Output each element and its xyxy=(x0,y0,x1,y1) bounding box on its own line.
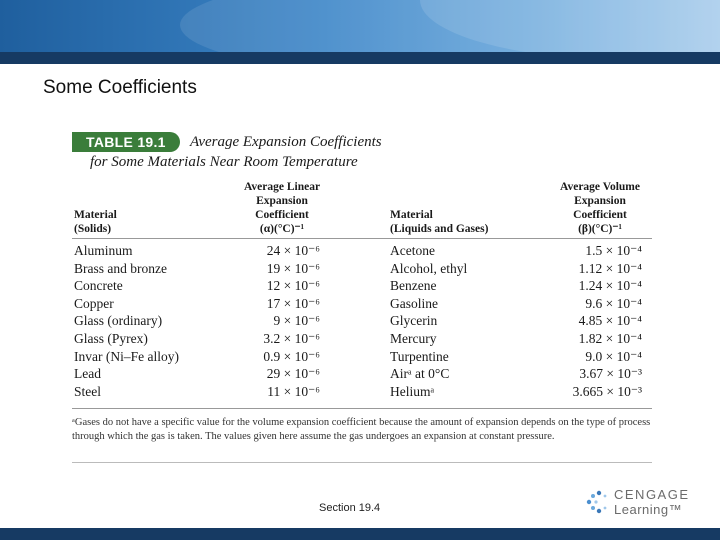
header-divider xyxy=(72,238,652,239)
material-solid-cell: Steel xyxy=(74,383,101,399)
table-row xyxy=(72,383,654,400)
volume-coefficient-cell: 3.665 × 10⁻³ xyxy=(572,383,642,399)
material-solid-cell: Glass (ordinary) xyxy=(74,313,163,329)
logo-line2: Learning™ xyxy=(614,502,683,517)
material-solid-cell: Copper xyxy=(74,295,114,311)
material-liquid-cell: Acetone xyxy=(390,243,435,258)
table-caption-line2: for Some Materials Near Room Temperature xyxy=(90,154,358,170)
top-banner xyxy=(0,0,720,52)
column-header-material-solids: Material (Solids) xyxy=(74,209,117,235)
linear-coefficient-cell: 17 × 10⁻⁶ xyxy=(266,295,320,311)
linear-coefficient-cell: 0.9 × 10⁻⁶ xyxy=(263,348,320,364)
material-liquid-cell: Gasoline xyxy=(390,295,438,311)
table-badge: TABLE 19.1 xyxy=(72,132,180,152)
table-row xyxy=(72,348,654,365)
material-solid-cell: Aluminum xyxy=(74,243,133,258)
material-solid-cell: Lead xyxy=(74,366,101,382)
section-label: Section 19.4 xyxy=(319,502,381,514)
slide-title: Some Coefficients xyxy=(43,77,197,98)
linear-coefficient-cell: 11 × 10⁻⁶ xyxy=(267,383,320,399)
volume-coefficient-cell: 1.24 × 10⁻⁴ xyxy=(578,278,642,294)
table-row xyxy=(72,242,654,259)
table-row xyxy=(72,312,654,329)
cengage-mark-icon xyxy=(584,488,610,516)
volume-coefficient-cell: 3.67 × 10⁻³ xyxy=(579,366,642,382)
linear-coefficient-cell: 19 × 10⁻⁶ xyxy=(266,260,320,276)
material-solid-cell: Brass and bronze xyxy=(74,260,167,276)
linear-coefficient-cell: 3.2 × 10⁻⁶ xyxy=(263,331,320,346)
volume-coefficient-cell: 9.0 × 10⁻⁴ xyxy=(585,348,642,364)
volume-coefficient-cell: 1.12 × 10⁻⁴ xyxy=(578,260,642,276)
material-liquid-cell: Benzene xyxy=(390,278,437,294)
table-bottom-divider xyxy=(72,408,652,409)
cengage-wordmark xyxy=(614,487,690,517)
material-solid-cell: Concrete xyxy=(74,278,123,294)
linear-coefficient-cell: 9 × 10⁻⁶ xyxy=(273,313,320,329)
material-solid-cell: Glass (Pyrex) xyxy=(74,331,148,346)
material-liquid-cell: Mercury xyxy=(390,331,437,346)
volume-coefficient-cell: 9.6 × 10⁻⁴ xyxy=(585,295,642,311)
column-header-volume-coefficient: Average Volume Expansion Coefficient (β)(°C)⁻¹ xyxy=(560,181,640,235)
volume-coefficient-cell: 1.82 × 10⁻⁴ xyxy=(578,331,642,346)
material-liquid-cell: Glycerin xyxy=(390,313,438,329)
volume-coefficient-cell: 4.85 × 10⁻⁴ xyxy=(578,313,642,329)
linear-coefficient-cell: 29 × 10⁻⁶ xyxy=(266,366,320,382)
material-liquid-cell: Turpentine xyxy=(390,348,449,364)
linear-coefficient-cell: 24 × 10⁻⁶ xyxy=(266,243,320,258)
table-row xyxy=(72,330,654,347)
table-footnote: ᵃGases do not have a specific value for the volume expansion coefficient because the amount of expansion depends on the type of process through which the gas is taken. The values given here assume the gas undergoes an expansion at constant pressure. xyxy=(72,417,651,442)
volume-coefficient-cell: 1.5 × 10⁻⁴ xyxy=(585,243,642,258)
table-row xyxy=(72,295,654,312)
logo-line1: CENGAGE xyxy=(614,487,690,502)
top-rule xyxy=(0,52,720,64)
material-solid-cell: Invar (Ni–Fe alloy) xyxy=(74,348,179,364)
material-liquid-cell: Airᵃ at 0°C xyxy=(390,366,450,382)
table-caption-line1: Average Expansion Coefficients xyxy=(190,134,382,150)
bottom-bar xyxy=(0,528,720,540)
material-liquid-cell: Heliumᵃ xyxy=(390,383,435,399)
table-row xyxy=(72,365,654,382)
table-header xyxy=(72,130,654,176)
footnote-divider xyxy=(72,462,652,463)
material-liquid-cell: Alcohol, ethyl xyxy=(390,260,468,276)
table-row xyxy=(72,260,654,277)
column-header-material-liquids: Material (Liquids and Gases) xyxy=(390,209,489,235)
linear-coefficient-cell: 12 × 10⁻⁶ xyxy=(266,278,320,294)
column-header-linear-coefficient: Average Linear Expansion Coefficient (α)(°C)⁻¹ xyxy=(243,181,321,235)
cengage-logo xyxy=(584,486,694,520)
table-row xyxy=(72,277,654,294)
